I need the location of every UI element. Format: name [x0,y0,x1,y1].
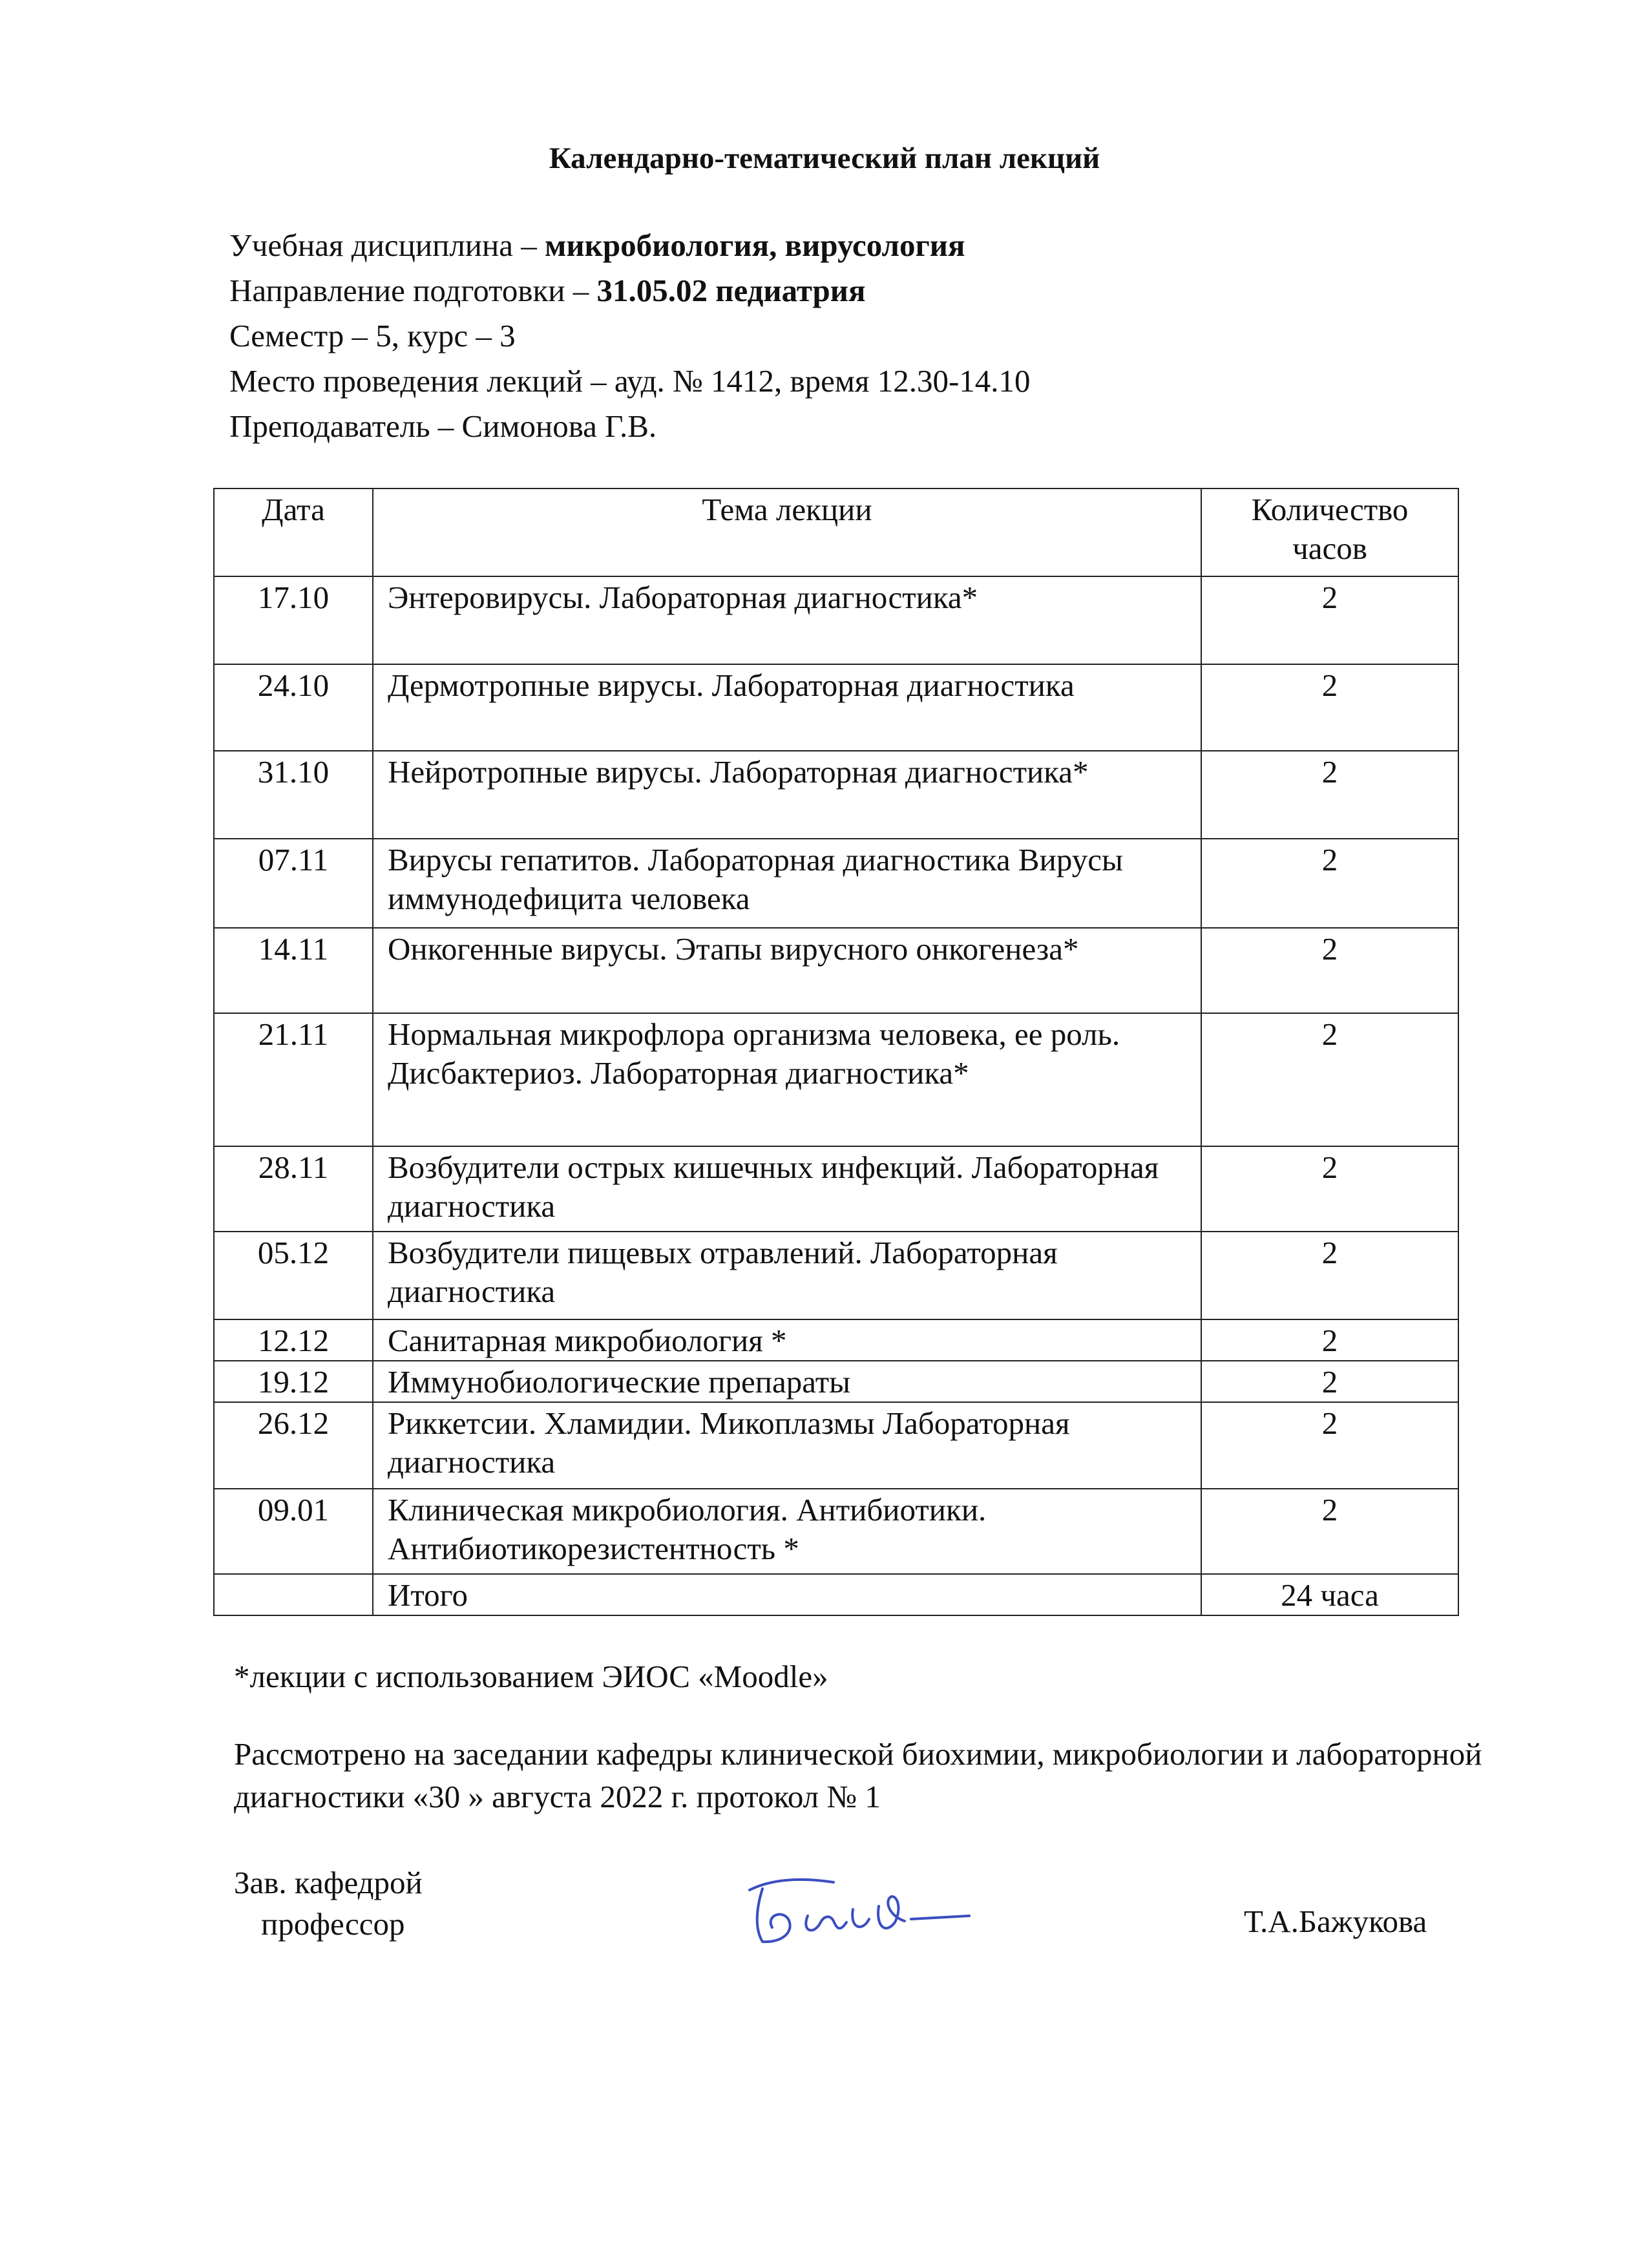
position-line-2: профессор [261,1906,405,1942]
semester-line: Семестр – 5, курс – 3 [229,318,516,353]
date-cell: 28.11 [214,1146,373,1232]
header-topic: Тема лекции [373,488,1201,576]
signoff-position [234,1862,423,1945]
topic-cell: Возбудители пищевых отравлений. Лабораторная диагностика [373,1232,1201,1319]
date-cell: 12.12 [214,1319,373,1361]
table-body [214,576,1458,1574]
signoff-name: Т.А.Бажукова [1244,1904,1427,1939]
place-line: Место проведения лекций – ауд. № 1412, время 12.30-14.10 [229,363,1031,399]
table-row [214,928,1458,1013]
discipline-value: микробиология, вирусология [545,227,965,263]
direction-value: 31.05.02 педиатрия [596,273,866,308]
table-row [214,1402,1458,1489]
table-row [214,751,1458,839]
teacher-line: Преподаватель – Симонова Г.В. [229,408,657,444]
approval-text: Рассмотрено на заседании кафедры клинической биохимии, микробиологии и лабораторной диагностики «30 » августа 2022 г. протокол № 1 [234,1736,1482,1814]
hours-cell: 2 [1201,1013,1458,1146]
discipline-line [229,223,965,268]
topic-cell: Иммунобиологические препараты [373,1361,1201,1402]
date-cell: 07.11 [214,839,373,928]
hours-cell: 2 [1201,1319,1458,1361]
lecture-plan-table [213,488,1459,1616]
total-date-cell [214,1574,373,1615]
date-cell: 09.01 [214,1489,373,1574]
hours-cell: 2 [1201,1402,1458,1489]
table-row [214,664,1458,751]
direction-line [229,268,866,313]
table-total-row [214,1574,1458,1615]
hours-cell: 2 [1201,751,1458,839]
topic-cell: Риккетсии. Хламидии. Микоплазмы Лабораторная диагностика [373,1402,1201,1489]
hours-cell: 2 [1201,576,1458,664]
header-hours: Количество часов [1201,488,1458,576]
date-cell: 21.11 [214,1013,373,1146]
topic-cell: Онкогенные вирусы. Этапы вирусного онкогенеза* [373,928,1201,1013]
topic-cell: Нейротропные вирусы. Лабораторная диагностика* [373,751,1201,839]
table-row [214,1489,1458,1574]
topic-cell: Дермотропные вирусы. Лабораторная диагностика [373,664,1201,751]
direction-label: Направление подготовки – [229,273,597,308]
table-row [214,1361,1458,1402]
handwritten-signature [737,1871,1008,1948]
discipline-label: Учебная дисциплина – [229,227,545,263]
page-title: Календарно-тематический план лекций [549,142,1100,175]
topic-cell: Энтеровирусы. Лабораторная диагностика* [373,576,1201,664]
table-row [214,1319,1458,1361]
date-cell: 24.10 [214,664,373,751]
date-cell: 17.10 [214,576,373,664]
position-line-1: Зав. кафедрой [234,1865,423,1900]
total-hours: 24 часа [1201,1574,1458,1615]
total-label: Итого [373,1574,1201,1615]
hours-cell: 2 [1201,839,1458,928]
hours-cell: 2 [1201,1361,1458,1402]
date-cell: 19.12 [214,1361,373,1402]
topic-cell: Нормальная микрофлора организма человека, ее роль. Дисбактериоз. Лабораторная диагностика* [373,1013,1201,1146]
table-row [214,1232,1458,1319]
footnote: *лекции с использованием ЭИОС «Moodle» [234,1659,828,1694]
table-row [214,1013,1458,1146]
hours-cell: 2 [1201,664,1458,751]
topic-cell: Клиническая микробиология. Антибиотики. Антибиотикорезистентность * [373,1489,1201,1574]
hours-cell: 2 [1201,1232,1458,1319]
table-row [214,576,1458,664]
hours-cell: 2 [1201,928,1458,1013]
header-date: Дата [214,488,373,576]
table-header-row [214,488,1458,576]
topic-cell: Санитарная микробиология * [373,1319,1201,1361]
hours-cell: 2 [1201,1489,1458,1574]
date-cell: 14.11 [214,928,373,1013]
hours-cell: 2 [1201,1146,1458,1232]
topic-cell: Возбудители острых кишечных инфекций. Лабораторная диагностика [373,1146,1201,1232]
date-cell: 31.10 [214,751,373,839]
date-cell: 05.12 [214,1232,373,1319]
date-cell: 26.12 [214,1402,373,1489]
table-row [214,839,1458,928]
topic-cell: Вирусы гепатитов. Лабораторная диагностика Вирусы иммунодефицита человека [373,839,1201,928]
table-row [214,1146,1458,1232]
